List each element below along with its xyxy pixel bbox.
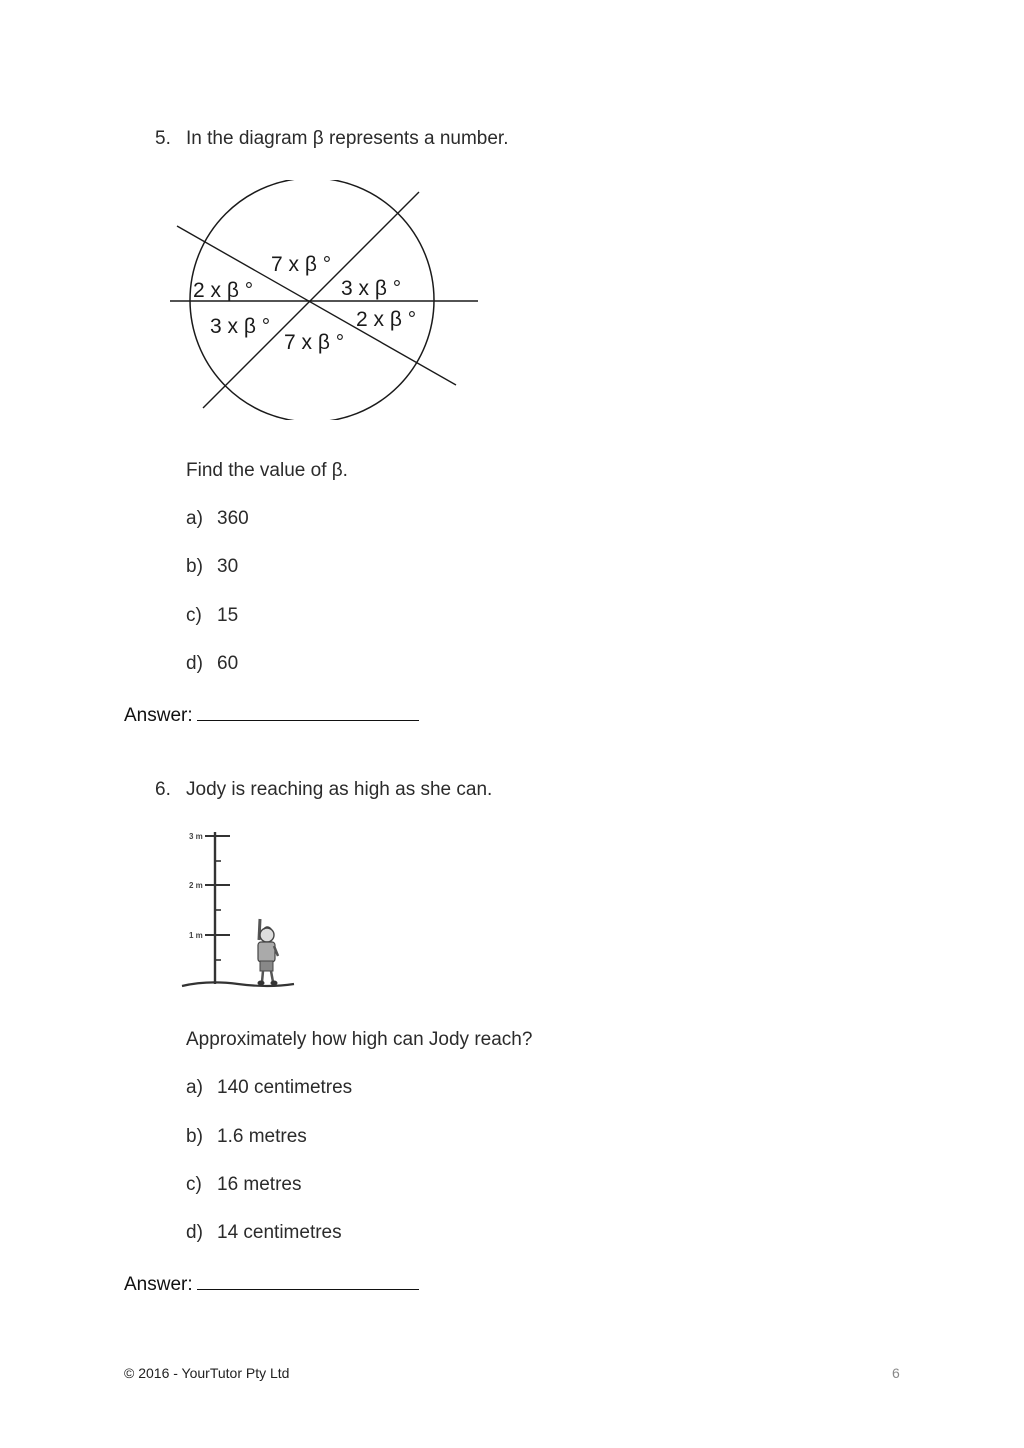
answer-label: Answer: xyxy=(124,1274,193,1295)
question-6-prompt: Approximately how high can Jody reach? xyxy=(186,1029,533,1050)
right-leg xyxy=(271,971,273,982)
question-6-option-d[interactable] xyxy=(186,1222,342,1244)
question-5-option-a[interactable] xyxy=(186,508,249,530)
left-shoe xyxy=(258,981,265,986)
page-number: 6 xyxy=(892,1365,900,1381)
angle-label-left-lower: 3 x β ° xyxy=(210,315,271,338)
angle-label-left-upper: 2 x β ° xyxy=(193,279,254,302)
option-text: 1.6 metres xyxy=(217,1126,307,1147)
question-6-text: Jody is reaching as high as she can. xyxy=(186,779,493,800)
option-text: 60 xyxy=(217,653,239,674)
option-text: 360 xyxy=(217,508,249,529)
option-letter: d) xyxy=(186,1222,203,1243)
option-letter: c) xyxy=(186,605,202,626)
answer-label: Answer: xyxy=(124,705,193,726)
head xyxy=(260,928,274,942)
question-6-option-b[interactable] xyxy=(186,1126,307,1148)
angle-label-right-lower: 2 x β ° xyxy=(356,308,417,331)
intersecting-lines-circle-diagram xyxy=(160,180,490,420)
option-letter: a) xyxy=(186,1077,203,1098)
option-letter: b) xyxy=(186,556,203,577)
right-shoe xyxy=(271,981,278,986)
option-text: 15 xyxy=(217,605,239,626)
left-leg xyxy=(262,971,263,982)
question-6-option-c[interactable] xyxy=(186,1174,301,1196)
option-text: 16 metres xyxy=(217,1174,302,1195)
option-letter: a) xyxy=(186,508,203,529)
option-letter: d) xyxy=(186,653,203,674)
option-text: 14 centimetres xyxy=(217,1222,342,1243)
question-5-prompt: Find the value of β. xyxy=(186,460,348,481)
scale-label-2m: 2 m xyxy=(189,881,203,890)
scale-label-3m: 3 m xyxy=(189,832,203,841)
answer-blank-line[interactable] xyxy=(197,1271,419,1290)
descending-diagonal-line xyxy=(177,226,456,385)
option-letter: c) xyxy=(186,1174,202,1195)
question-5-option-d[interactable] xyxy=(186,653,238,675)
angle-label-right-upper: 3 x β ° xyxy=(341,277,402,300)
option-letter: b) xyxy=(186,1126,203,1147)
angle-label-top: 7 x β ° xyxy=(271,253,332,276)
answer-blank-line[interactable] xyxy=(197,702,419,721)
shorts xyxy=(260,961,273,971)
angle-label-bottom: 7 x β ° xyxy=(284,331,345,354)
option-text: 30 xyxy=(217,556,239,577)
body xyxy=(258,942,275,962)
question-6-answer xyxy=(124,1271,419,1296)
footer-copyright: © 2016 - YourTutor Pty Ltd xyxy=(124,1365,290,1381)
question-6-number: 6. xyxy=(155,779,171,800)
question-6-option-a[interactable] xyxy=(186,1077,352,1099)
question-5-option-c[interactable] xyxy=(186,605,238,627)
question-5-number: 5. xyxy=(155,128,171,149)
scale-label-1m: 1 m xyxy=(189,931,203,940)
jody-figure xyxy=(258,919,279,986)
option-text: 140 centimetres xyxy=(217,1077,353,1098)
height-scale-illustration xyxy=(178,822,308,994)
question-5-answer xyxy=(124,702,419,727)
question-5-option-b[interactable] xyxy=(186,556,238,578)
question-5-text: In the diagram β represents a number. xyxy=(186,128,509,149)
